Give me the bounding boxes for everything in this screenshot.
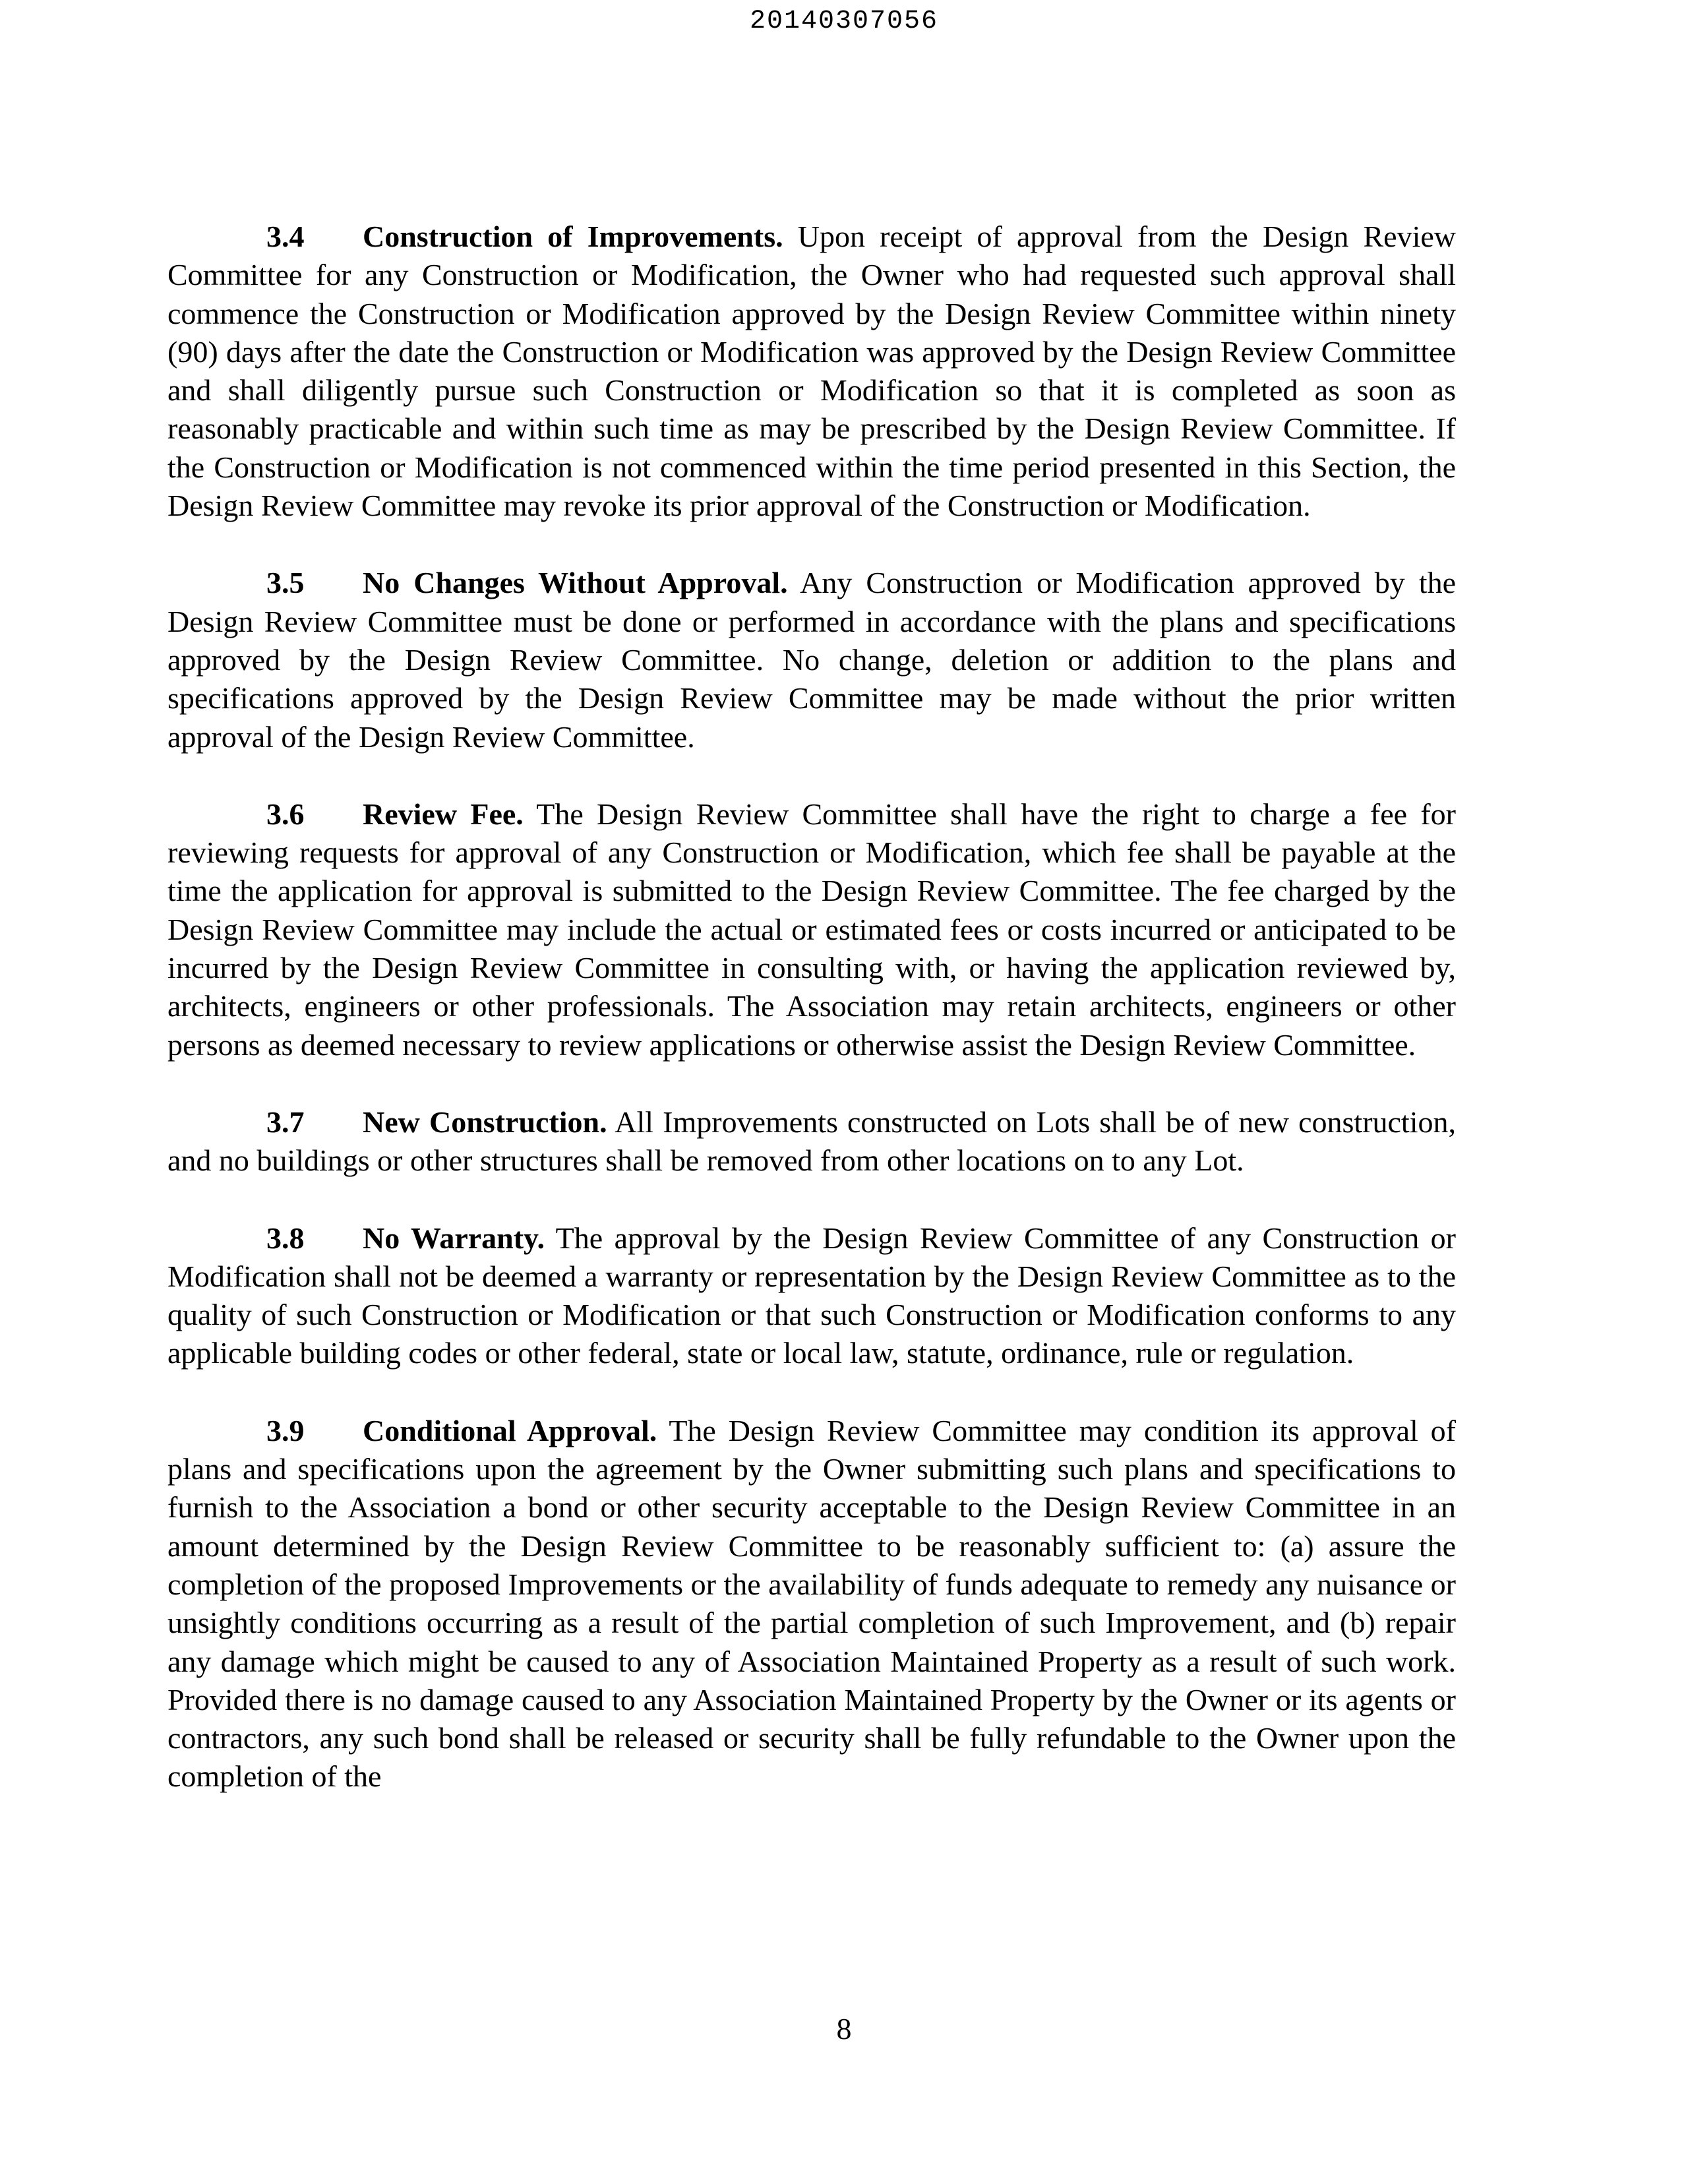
section-text: All Improvements constructed on Lots shall be of new construction, and no buildings or other structures shall be removed from other locations on to any Lot.	[167, 1105, 1456, 1178]
section-title: No Warranty.	[363, 1221, 545, 1255]
section-number: 3.8	[266, 1221, 305, 1255]
section-3-8	[167, 1219, 1456, 1373]
section-number: 3.5	[266, 566, 305, 600]
document-body	[167, 218, 1456, 1796]
section-3-9	[167, 1412, 1456, 1796]
section-3-4	[167, 218, 1456, 525]
section-title: No Changes Without Approval.	[363, 566, 788, 600]
document-number: 20140307056	[749, 7, 939, 36]
section-number: 3.4	[266, 220, 305, 253]
section-3-6	[167, 795, 1456, 1064]
section-text: The Design Review Committee shall have the right to charge a fee for reviewing requests for approval of any Construction or Modification, which fee shall be payable at the time the application for approval is submitted to the Design Review Committee. The fee charged by the Design Review Committee may include the actual or estimated fees or costs incurred or anticipated to be incurred by the Design Review Committee in consulting with, or having the application reviewed by, architects, engineers or other professionals. The Association may retain architects, engineers or other persons as deemed necessary to review applications or otherwise assist the Design Review Committee.	[167, 797, 1456, 1062]
section-3-5	[167, 564, 1456, 756]
section-3-7	[167, 1103, 1456, 1180]
section-title: Construction of Improvements.	[363, 220, 783, 253]
section-number: 3.6	[266, 797, 305, 831]
section-title: Review Fee.	[363, 797, 524, 831]
page-number: 8	[836, 2012, 852, 2046]
section-number: 3.7	[266, 1105, 305, 1139]
section-text: The approval by the Design Review Committee of any Construction or Modification shall not be deemed a warranty or representation by the Design Review Committee as to the quality of such Construction or Modification or that such Construction or Modification conforms to any applicable building codes or other federal, state or local law, statute, ordinance, rule or regulation.	[167, 1221, 1456, 1370]
section-text: Any Construction or Modification approved by the Design Review Committee must be done or performed in accordance with the plans and specifications approved by the Design Review Committee. No change, deletion or addition to the plans and specifications approved by the Design Review Committee may be made without the prior written approval of the Design Review Committee.	[167, 566, 1457, 754]
section-title: Conditional Approval.	[363, 1413, 657, 1447]
section-text: The Design Review Committee may condition its approval of plans and specifications upon the agreement by the Owner submitting such plans and specifications to furnish to the Association a bond or other security acceptable to the Design Review Committee in an amount determined by the Design Review Committee to be reasonably sufficient to: (a) assure the completion of the proposed Improvements or the availability of funds adequate to remedy any nuisance or unsightly conditions occurring as a result of the partial completion of such Improvement, and (b) repair any damage which might be caused to any of Association Maintained Property as a result of such work. Provided there is no damage caused to any Association Maintained Property by the Owner or its agents or contractors, any such bond shall be released or security shall be fully refundable to the Owner upon the completion of the	[167, 1413, 1457, 1794]
section-number: 3.9	[266, 1413, 305, 1447]
section-title: New Construction.	[363, 1105, 607, 1139]
section-text: Upon receipt of approval from the Design Review Committee for any Construction or Modification, the Owner who had requested such approval shall commence the Construction or Modification approved by the Design Review Committee within ninety (90) days after the date the Construction or Modification was approved by the Design Review Committee and shall diligently pursue such Construction or Modification so that it is completed as soon as reasonably practicable and within such time as may be prescribed by the Design Review Committee. If the Construction or Modification is not commenced within the time period presented in this Section, the Design Review Committee may revoke its prior approval of the Construction or Modification.	[167, 220, 1456, 523]
